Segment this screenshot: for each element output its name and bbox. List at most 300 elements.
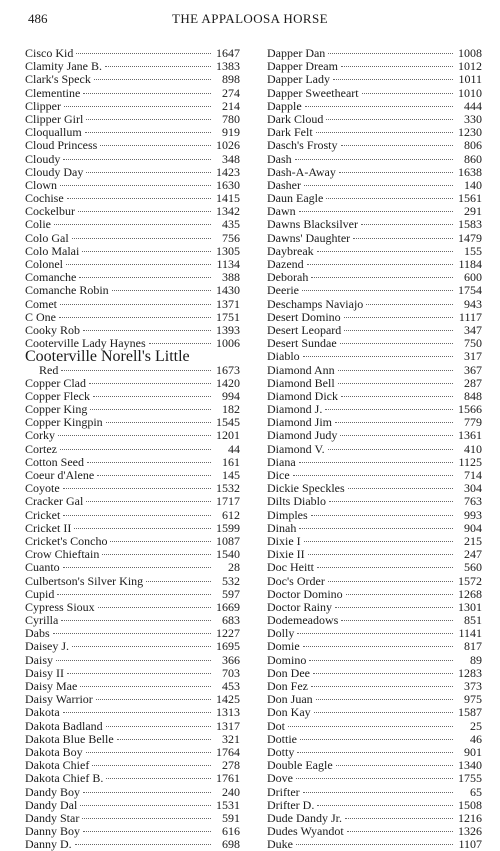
dot-leader	[60, 304, 211, 305]
dot-leader	[326, 119, 453, 120]
index-entry	[267, 205, 482, 218]
horse-name-continuation: Red	[39, 363, 59, 377]
horse-name: Domie	[267, 640, 300, 654]
index-entry	[25, 482, 240, 495]
index-entry	[267, 588, 482, 601]
registration-number: 560	[464, 561, 482, 575]
dot-leader	[64, 106, 211, 107]
index-entry	[267, 364, 482, 377]
horse-name: Copper Clad	[25, 376, 86, 390]
dot-leader	[83, 831, 211, 832]
registration-number: 1393	[216, 323, 240, 337]
dot-leader	[106, 422, 211, 423]
index-entry	[25, 456, 240, 469]
horse-name: Corky	[25, 429, 55, 443]
registration-number: 1669	[216, 600, 240, 614]
dot-leader	[83, 93, 211, 94]
dot-leader	[300, 739, 453, 740]
registration-number: 1754	[458, 284, 482, 298]
registration-number: 1008	[458, 47, 482, 60]
dot-leader	[53, 633, 211, 634]
dot-leader	[296, 844, 453, 845]
dot-leader	[63, 159, 211, 160]
index-columns	[25, 47, 482, 851]
registration-number: 780	[222, 112, 240, 126]
dot-leader	[333, 79, 453, 80]
registration-number: 388	[222, 271, 240, 285]
registration-number: 1317	[216, 719, 240, 733]
registration-number: 145	[222, 469, 240, 482]
registration-number: 1313	[216, 706, 240, 720]
registration-number: 347	[464, 323, 482, 337]
horse-name: Cupid	[25, 587, 55, 601]
horse-name: Clamity Jane B.	[25, 60, 102, 74]
registration-number: 155	[464, 244, 482, 258]
horse-name: Deborah	[267, 271, 309, 285]
dot-leader	[313, 673, 453, 674]
horse-name: Dixie II	[267, 548, 305, 562]
registration-number: 348	[222, 152, 240, 166]
index-entry	[267, 311, 482, 324]
registration-number: 1695	[216, 640, 240, 654]
dot-leader	[117, 739, 211, 740]
registration-number: 366	[222, 653, 240, 667]
registration-number: 1342	[216, 205, 240, 219]
index-entry	[25, 429, 240, 442]
dot-leader	[86, 752, 211, 753]
dot-leader	[57, 594, 211, 595]
index-entry	[267, 271, 482, 284]
registration-number: 993	[464, 508, 482, 522]
horse-name: Doctor Rainy	[267, 600, 332, 614]
index-entry	[267, 403, 482, 416]
registration-number: 65	[470, 785, 482, 799]
horse-name: Cracker Gal	[25, 495, 84, 509]
horse-name: Dandy Boy	[25, 785, 80, 799]
registration-number: 1673	[216, 363, 240, 377]
index-entry	[25, 733, 240, 746]
horse-name: Diamond Jim	[267, 416, 332, 430]
index-entry	[25, 350, 240, 376]
registration-number: 1415	[216, 192, 240, 206]
dot-leader	[303, 792, 453, 793]
horse-name: Dottie	[267, 732, 297, 746]
registration-number: 46	[470, 732, 482, 746]
index-entry	[267, 759, 482, 772]
registration-number: 140	[464, 178, 482, 192]
horse-name: Dabs	[25, 627, 50, 641]
index-entry	[267, 390, 482, 403]
dot-leader	[307, 264, 453, 265]
registration-number: 287	[464, 376, 482, 390]
index-entry	[267, 495, 482, 508]
index-entry	[267, 113, 482, 126]
registration-number: 1430	[216, 284, 240, 298]
registration-number: 330	[464, 112, 482, 126]
horse-name: Cotton Seed	[25, 455, 84, 469]
dot-leader	[296, 778, 453, 779]
horse-name: Culbertson's Silver King	[25, 574, 144, 588]
dot-leader	[60, 185, 211, 186]
registration-number: 1761	[216, 772, 240, 786]
horse-name: Cloudy Day	[25, 165, 84, 179]
registration-number: 1216	[458, 811, 482, 825]
index-entry	[267, 469, 482, 482]
dot-leader	[317, 805, 453, 806]
dot-leader	[94, 79, 211, 80]
index-entry	[25, 535, 240, 548]
horse-name: Dapper Lady	[267, 73, 330, 87]
dot-leader	[316, 699, 453, 700]
horse-name: Copper Fleck	[25, 389, 90, 403]
dot-leader	[110, 541, 211, 542]
horse-name: Diamond J.	[267, 403, 323, 417]
horse-name: Dakota Badland	[25, 719, 103, 733]
horse-name: Diamond Ann	[267, 363, 335, 377]
dot-leader	[61, 370, 211, 371]
dot-leader	[326, 198, 453, 199]
dot-leader	[63, 567, 211, 568]
registration-number: 994	[222, 389, 240, 403]
index-entry	[267, 680, 482, 693]
horse-name: Cyrilla	[25, 614, 59, 628]
dot-leader	[90, 409, 211, 410]
registration-number: 182	[222, 403, 240, 417]
registration-number: 1383	[216, 60, 240, 74]
index-entry	[25, 192, 240, 205]
horse-name: Comet	[25, 297, 57, 311]
horse-name: C One	[25, 310, 56, 324]
index-entry	[25, 746, 240, 759]
dot-leader	[106, 726, 211, 727]
dot-leader	[328, 449, 453, 450]
dot-leader	[347, 831, 453, 832]
registration-number: 278	[222, 759, 240, 773]
horse-name: Comanche Robin	[25, 284, 109, 298]
index-entry	[25, 416, 240, 429]
horse-name: Dazend	[267, 258, 304, 271]
horse-name: Dakota	[25, 706, 60, 720]
horse-name: Clipper Girl	[25, 112, 84, 126]
index-entry	[25, 284, 240, 297]
dot-leader	[317, 567, 453, 568]
horse-name: Dakota Chief	[25, 759, 90, 773]
dot-leader	[304, 541, 453, 542]
registration-number: 904	[464, 521, 482, 535]
index-entry	[267, 73, 482, 86]
dot-leader	[304, 185, 453, 186]
horse-name: Cypress Sioux	[25, 600, 95, 614]
registration-number: 367	[464, 363, 482, 377]
registration-number: 1531	[216, 798, 240, 812]
page-header	[28, 11, 472, 29]
dot-leader	[338, 370, 453, 371]
registration-number: 444	[464, 99, 482, 113]
horse-name: Clipper	[25, 99, 61, 113]
horse-name: Desert Leopard	[267, 323, 342, 337]
index-entry	[25, 706, 240, 719]
registration-number: 1751	[216, 310, 240, 324]
index-entry	[25, 786, 240, 799]
dot-leader	[98, 607, 211, 608]
registration-number: 161	[222, 455, 240, 469]
registration-number: 532	[222, 574, 240, 588]
registration-number: 1010	[458, 86, 482, 100]
registration-number: 1184	[458, 258, 482, 271]
dot-leader	[89, 383, 211, 384]
dot-leader	[63, 488, 211, 489]
horse-name: Diamond Dick	[267, 389, 338, 403]
dot-leader	[105, 66, 211, 67]
registration-number: 1545	[216, 416, 240, 430]
registration-number: 1630	[216, 178, 240, 192]
index-entry	[267, 47, 482, 60]
horse-name: Dawns' Daughter	[267, 231, 351, 245]
registration-number: 1566	[458, 403, 482, 417]
horse-name: Dice	[267, 469, 290, 482]
index-entry	[25, 759, 240, 772]
horse-name: Cricket's Concho	[25, 534, 108, 548]
horse-name: Danny Boy	[25, 825, 80, 839]
index-entry	[267, 377, 482, 390]
index-entry	[267, 324, 482, 337]
dot-leader	[66, 264, 211, 265]
horse-name: Drifter	[267, 785, 300, 799]
index-entry	[25, 588, 240, 601]
horse-name: Dandy Star	[25, 811, 80, 825]
dot-leader	[58, 435, 211, 436]
registration-number: 600	[464, 271, 482, 285]
dot-leader	[314, 712, 453, 713]
index-entry	[25, 153, 240, 166]
horse-name: Dapper Dream	[267, 60, 338, 74]
horse-name: Cortez	[25, 442, 57, 456]
registration-number: 1420	[216, 376, 240, 390]
registration-number: 274	[222, 86, 240, 100]
horse-name: Dark Felt	[267, 126, 313, 140]
dot-leader	[302, 290, 453, 291]
registration-number: 1572	[458, 574, 482, 588]
horse-name: Dilts Diablo	[267, 495, 326, 509]
registration-number: 612	[222, 508, 240, 522]
horse-name: Comanche	[25, 271, 77, 285]
dot-leader	[86, 119, 211, 120]
horse-name: Copper Kingpin	[25, 416, 103, 430]
index-entry	[267, 416, 482, 429]
index-entry	[25, 680, 240, 693]
registration-number: 1425	[216, 693, 240, 707]
index-entry	[267, 337, 482, 350]
registration-number: 975	[464, 693, 482, 707]
dot-leader	[345, 818, 453, 819]
registration-number: 317	[464, 350, 482, 364]
index-entry	[267, 825, 482, 838]
dot-leader	[85, 132, 211, 133]
index-entry	[25, 73, 240, 86]
horse-name: Cisco Kid	[25, 47, 74, 60]
horse-name: Dark Cloud	[267, 112, 324, 126]
horse-name: Cooterville Norell's Little	[25, 350, 190, 364]
registration-number: 453	[222, 680, 240, 693]
horse-name: Double Eagle	[267, 759, 333, 773]
registration-number: 756	[222, 231, 240, 245]
registration-number: 1599	[216, 521, 240, 535]
horse-name: Dudes Wyandot	[267, 825, 344, 839]
registration-number: 817	[464, 640, 482, 654]
index-entry	[25, 825, 240, 838]
index-entry	[25, 205, 240, 218]
horse-name: Cochise	[25, 192, 64, 206]
index-entry	[267, 614, 482, 627]
dot-leader	[303, 646, 453, 647]
horse-name: Dimples	[267, 508, 308, 522]
dot-leader	[362, 93, 453, 94]
index-entry	[267, 60, 482, 73]
dot-leader	[325, 409, 453, 410]
dot-leader	[93, 396, 211, 397]
registration-number: 750	[464, 337, 482, 351]
index-entry	[267, 192, 482, 205]
index-entry	[267, 443, 482, 456]
horse-name: Coyote	[25, 482, 60, 496]
horse-name: Dawn	[267, 205, 296, 219]
registration-number: 1340	[458, 759, 482, 773]
horse-name: Dude Dandy Jr.	[267, 811, 342, 825]
registration-number: 698	[222, 838, 240, 851]
index-entry	[267, 733, 482, 746]
dot-leader	[82, 251, 211, 252]
horse-name: Dasher	[267, 178, 301, 192]
index-entry	[267, 627, 482, 640]
registration-number: 25	[470, 719, 482, 733]
index-entry	[267, 548, 482, 561]
dot-leader	[341, 145, 454, 146]
registration-number: 1587	[458, 706, 482, 720]
index-entry	[267, 838, 482, 851]
index-entry	[25, 799, 240, 812]
dot-leader	[311, 277, 453, 278]
dot-leader	[97, 475, 211, 476]
registration-number: 89	[470, 653, 482, 667]
registration-number: 1647	[216, 47, 240, 60]
registration-number: 1583	[458, 218, 482, 232]
dot-leader	[80, 686, 211, 687]
registration-number: 215	[464, 534, 482, 548]
dot-leader	[106, 778, 211, 779]
dot-leader	[341, 66, 453, 67]
registration-number: 1283	[458, 666, 482, 680]
registration-number: 1371	[216, 297, 240, 311]
dot-leader	[56, 660, 211, 661]
horse-name: Cloud Princess	[25, 139, 98, 153]
registration-number: 1227	[216, 627, 240, 641]
registration-number: 1201	[216, 429, 240, 443]
dot-leader	[341, 620, 453, 621]
dot-leader	[308, 554, 453, 555]
horse-name: Daisy II	[25, 666, 64, 680]
registration-number: 714	[464, 469, 482, 482]
index-entry	[25, 258, 240, 271]
horse-name: Diamond Bell	[267, 376, 335, 390]
horse-name: Dawns Blacksilver	[267, 218, 358, 232]
index-entry	[267, 575, 482, 588]
registration-number: 28	[228, 561, 240, 575]
dot-leader	[295, 159, 453, 160]
horse-name: Cuanto	[25, 561, 60, 575]
dot-leader	[316, 132, 453, 133]
registration-number: 1006	[216, 337, 240, 351]
index-entry	[267, 522, 482, 535]
registration-number: 247	[464, 548, 482, 562]
horse-name: Doc Heitt	[267, 561, 314, 575]
horse-name: Dasch's Frosty	[267, 139, 338, 153]
index-entry	[267, 350, 482, 363]
dot-leader	[146, 581, 211, 582]
dot-leader	[54, 224, 211, 225]
dot-leader	[92, 765, 211, 766]
registration-number: 1508	[458, 798, 482, 812]
index-entry	[25, 245, 240, 258]
registration-number: 1107	[458, 838, 482, 851]
index-entry	[267, 245, 482, 258]
dot-leader	[299, 528, 453, 529]
index-entry	[25, 324, 240, 337]
registration-number: 763	[464, 495, 482, 509]
horse-name: Dinah	[267, 521, 297, 535]
horse-name: Dandy Dal	[25, 798, 78, 812]
horse-name: Coeur d'Alene	[25, 469, 95, 482]
dot-leader	[83, 330, 211, 331]
horse-name: Duke	[267, 838, 293, 851]
dot-leader	[335, 607, 453, 608]
horse-name: Cooterville Lady Haynes	[25, 337, 146, 351]
dot-leader	[74, 528, 211, 529]
dot-leader	[348, 488, 453, 489]
dot-leader	[67, 198, 211, 199]
horse-name: Danny D.	[25, 838, 72, 851]
index-entry	[267, 100, 482, 113]
registration-number: 304	[464, 482, 482, 496]
registration-number: 1117	[458, 310, 482, 324]
index-entry	[25, 337, 240, 350]
index-entry	[25, 60, 240, 73]
index-entry	[25, 495, 240, 508]
horse-name: Dash-A-Away	[267, 165, 336, 179]
horse-name: Dickie Speckles	[267, 482, 345, 496]
index-entry	[267, 153, 482, 166]
index-entry	[267, 535, 482, 548]
horse-name: Dotty	[267, 745, 295, 759]
index-entry	[267, 166, 482, 179]
horse-name: Copper King	[25, 403, 88, 417]
registration-number: 591	[222, 811, 240, 825]
dot-leader	[293, 475, 453, 476]
horse-name: Daisy	[25, 653, 53, 667]
dot-leader	[72, 238, 211, 239]
dot-leader	[61, 620, 211, 621]
dot-leader	[83, 792, 211, 793]
horse-name: Clark's Speck	[25, 73, 91, 87]
index-entry	[25, 113, 240, 126]
registration-number: 860	[464, 152, 482, 166]
dot-leader	[309, 660, 453, 661]
registration-number: 291	[464, 205, 482, 219]
registration-number: 1305	[216, 244, 240, 258]
horse-name: Dolly	[267, 627, 295, 641]
horse-name: Cricket II	[25, 521, 72, 535]
horse-name: Dakota Blue Belle	[25, 732, 114, 746]
registration-number: 1326	[458, 825, 482, 839]
